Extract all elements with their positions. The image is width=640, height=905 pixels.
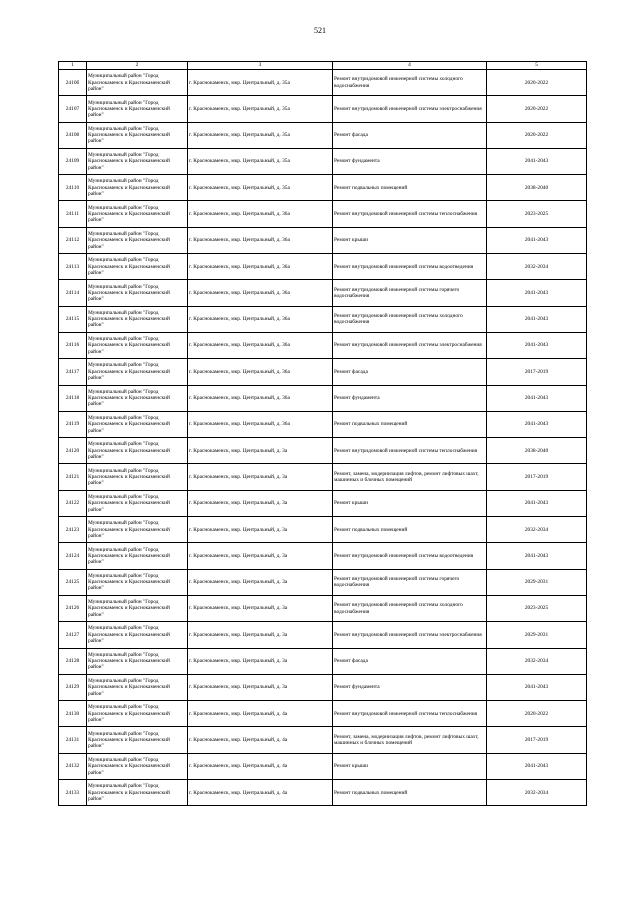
address-cell: г. Краснокаменск, мкр. Центральный, д. 35а (188, 148, 333, 174)
period-cell: 2032-2034 (487, 517, 587, 543)
municipality-cell: Муниципальный район "Город Краснокаменск и Краснокаменский район" (87, 411, 188, 437)
work-type-cell: Ремонт внутридомовой инженерной системы горячего водоснабжения (333, 569, 487, 595)
work-type-cell: Ремонт внутридомовой инженерной системы электроснабжения (333, 332, 487, 358)
work-type-cell: Ремонт фундамента (333, 148, 487, 174)
table-row (59, 595, 587, 621)
address-cell: г. Краснокаменск, мкр. Центральный, д. 36а (188, 306, 333, 332)
address-cell: г. Краснокаменск, мкр. Центральный, д. 3а (188, 517, 333, 543)
municipality-cell: Муниципальный район "Город Краснокаменск и Краснокаменский район" (87, 148, 188, 174)
work-type-cell: Ремонт внутридомовой инженерной системы электроснабжения (333, 622, 487, 648)
repair-schedule-table (58, 61, 587, 806)
municipality-cell: Муниципальный район "Город Краснокаменск и Краснокаменский район" (87, 595, 188, 621)
row-number-cell: 2410б (59, 70, 87, 96)
address-cell: г. Краснокаменск, мкр. Центральный, д. 4а (188, 753, 333, 779)
municipality-cell: Муниципальный район "Город Краснокаменск и Краснокаменский район" (87, 201, 188, 227)
address-cell: г. Краснокаменск, мкр. Центральный, д. 35а (188, 70, 333, 96)
row-number-cell: 24129 (59, 674, 87, 700)
municipality-cell: Муниципальный район "Город Краснокаменск и Краснокаменский район" (87, 254, 188, 280)
municipality-cell: Муниципальный район "Город Краснокаменск и Краснокаменский район" (87, 306, 188, 332)
address-cell: г. Краснокаменск, мкр. Центральный, д. 36а (188, 385, 333, 411)
work-type-cell: Ремонт фундамента (333, 385, 487, 411)
address-cell: г. Краснокаменск, мкр. Центральный, д. 4а (188, 701, 333, 727)
period-cell: 2029-2031 (487, 622, 587, 648)
municipality-cell: Муниципальный район "Город Краснокаменск и Краснокаменский район" (87, 753, 188, 779)
period-cell: 2032-2034 (487, 648, 587, 674)
address-cell: г. Краснокаменск, мкр. Центральный, д. 36а (188, 254, 333, 280)
work-type-cell: Ремонт фасада (333, 648, 487, 674)
work-type-cell: Ремонт внутридомовой инженерной системы теплоснабжения (333, 701, 487, 727)
address-cell: г. Краснокаменск, мкр. Центральный, д. 36а (188, 227, 333, 253)
table-row (59, 569, 587, 595)
table-row (59, 727, 587, 753)
period-cell: 2041-2043 (487, 227, 587, 253)
row-number-cell: 24110 (59, 175, 87, 201)
address-cell: г. Краснокаменск, мкр. Центральный, д. 3а (188, 622, 333, 648)
municipality-cell: Муниципальный район "Город Краснокаменск и Краснокаменский район" (87, 385, 188, 411)
period-cell: 2041-2043 (487, 543, 587, 569)
row-number-cell: 24121 (59, 464, 87, 490)
column-header: 2 (87, 62, 188, 70)
table-row (59, 753, 587, 779)
row-number-cell: 24117 (59, 359, 87, 385)
column-header: 1 (59, 62, 87, 70)
table-row (59, 359, 587, 385)
municipality-cell: Муниципальный район "Город Краснокаменск и Краснокаменский район" (87, 648, 188, 674)
row-number-cell: 24128 (59, 648, 87, 674)
address-cell: г. Краснокаменск, мкр. Центральный, д. 36а (188, 280, 333, 306)
row-number-cell: 24120 (59, 438, 87, 464)
period-cell: 2038-2040 (487, 438, 587, 464)
row-number-cell: 24118 (59, 385, 87, 411)
table-row (59, 517, 587, 543)
table-row (59, 648, 587, 674)
row-number-cell: 24111 (59, 201, 87, 227)
period-cell: 2041-2043 (487, 490, 587, 516)
table-row (59, 227, 587, 253)
row-number-cell: 24130 (59, 701, 87, 727)
address-cell: г. Краснокаменск, мкр. Центральный, д. 36а (188, 201, 333, 227)
work-type-cell: Ремонт внутридомовой инженерной системы горячего водоснабжения (333, 280, 487, 306)
address-cell: г. Краснокаменск, мкр. Центральный, д. 3а (188, 543, 333, 569)
municipality-cell: Муниципальный район "Город Краснокаменск и Краснокаменский район" (87, 122, 188, 148)
table-row (59, 122, 587, 148)
row-number-cell: 24114 (59, 280, 87, 306)
address-cell: г. Краснокаменск, мкр. Центральный, д. 35а (188, 96, 333, 122)
table-row (59, 780, 587, 806)
table-row (59, 490, 587, 516)
municipality-cell: Муниципальный район "Город Краснокаменск и Краснокаменский район" (87, 569, 188, 595)
work-type-cell: Ремонт крыши (333, 227, 487, 253)
table-row (59, 332, 587, 358)
address-cell: г. Краснокаменск, мкр. Центральный, д. 3а (188, 569, 333, 595)
column-header: 5 (487, 62, 587, 70)
period-cell: 2041-2043 (487, 332, 587, 358)
table-row (59, 622, 587, 648)
work-type-cell: Ремонт внутридомовой инженерной системы водоотведения (333, 543, 487, 569)
row-number-cell: 24122 (59, 490, 87, 516)
period-cell: 2017-2019 (487, 727, 587, 753)
table-row (59, 148, 587, 174)
address-cell: г. Краснокаменск, мкр. Центральный, д. 35а (188, 175, 333, 201)
address-cell: г. Краснокаменск, мкр. Центральный, д. 3а (188, 674, 333, 700)
municipality-cell: Муниципальный район "Город Краснокаменск и Краснокаменский район" (87, 175, 188, 201)
row-number-cell: 24108 (59, 122, 87, 148)
row-number-cell: 24116 (59, 332, 87, 358)
table-row (59, 201, 587, 227)
table-row (59, 464, 587, 490)
municipality-cell: Муниципальный район "Город Краснокаменск и Краснокаменский район" (87, 674, 188, 700)
period-cell: 2041-2043 (487, 753, 587, 779)
table-row (59, 411, 587, 437)
work-type-cell: Ремонт фасада (333, 359, 487, 385)
address-cell: г. Краснокаменск, мкр. Центральный, д. 4а (188, 780, 333, 806)
municipality-cell: Муниципальный район "Город Краснокаменск и Краснокаменский район" (87, 70, 188, 96)
municipality-cell: Муниципальный район "Город Краснокаменск и Краснокаменский район" (87, 517, 188, 543)
table-row (59, 306, 587, 332)
row-number-cell: 24132 (59, 753, 87, 779)
table-row (59, 254, 587, 280)
row-number-cell: 24124 (59, 543, 87, 569)
address-cell: г. Краснокаменск, мкр. Центральный, д. 36а (188, 359, 333, 385)
period-cell: 2017-2019 (487, 359, 587, 385)
municipality-cell: Муниципальный район "Город Краснокаменск и Краснокаменский район" (87, 543, 188, 569)
period-cell: 2041-2043 (487, 306, 587, 332)
municipality-cell: Муниципальный район "Город Краснокаменск и Краснокаменский район" (87, 701, 188, 727)
period-cell: 2023-2025 (487, 595, 587, 621)
address-cell: г. Краснокаменск, мкр. Центральный, д. 36а (188, 332, 333, 358)
table-row (59, 96, 587, 122)
table-row (59, 280, 587, 306)
address-cell: г. Краснокаменск, мкр. Центральный, д. 36а (188, 411, 333, 437)
period-cell: 2029-2031 (487, 569, 587, 595)
work-type-cell: Ремонт внутридомовой инженерной системы холодного водоснабжения (333, 70, 487, 96)
row-number-cell: 24126 (59, 595, 87, 621)
work-type-cell: Ремонт, замена, модернизация лифтов, ремонт лифтовых шахт, машинных и блочных помещений (333, 727, 487, 753)
municipality-cell: Муниципальный район "Город Краснокаменск и Краснокаменский район" (87, 490, 188, 516)
period-cell: 2020-2022 (487, 96, 587, 122)
period-cell: 2041-2043 (487, 385, 587, 411)
table-row (59, 385, 587, 411)
work-type-cell: Ремонт внутридомовой инженерной системы теплоснабжения (333, 201, 487, 227)
table-row (59, 674, 587, 700)
work-type-cell: Ремонт подвальных помещений (333, 175, 487, 201)
address-cell: г. Краснокаменск, мкр. Центральный, д. 3а (188, 438, 333, 464)
period-cell: 2038-2040 (487, 175, 587, 201)
period-cell: 2023-2025 (487, 201, 587, 227)
municipality-cell: Муниципальный район "Город Краснокаменск и Краснокаменский район" (87, 332, 188, 358)
municipality-cell: Муниципальный район "Город Краснокаменск и Краснокаменский район" (87, 280, 188, 306)
row-number-cell: 24123 (59, 517, 87, 543)
address-cell: г. Краснокаменск, мкр. Центральный, д. 3а (188, 595, 333, 621)
municipality-cell: Муниципальный район "Город Краснокаменск и Краснокаменский район" (87, 438, 188, 464)
address-cell: г. Краснокаменск, мкр. Центральный, д. 3а (188, 490, 333, 516)
work-type-cell: Ремонт внутридомовой инженерной системы холодного водоснабжения (333, 595, 487, 621)
municipality-cell: Муниципальный район "Город Краснокаменск и Краснокаменский район" (87, 464, 188, 490)
period-cell: 2032-2034 (487, 254, 587, 280)
address-cell: г. Краснокаменск, мкр. Центральный, д. 35а (188, 122, 333, 148)
row-number-cell: 24112 (59, 227, 87, 253)
column-header: 3 (188, 62, 333, 70)
period-cell: 2041-2043 (487, 411, 587, 437)
address-cell: г. Краснокаменск, мкр. Центральный, д. 4а (188, 727, 333, 753)
work-type-cell: Ремонт подвальных помещений (333, 517, 487, 543)
work-type-cell: Ремонт крыши (333, 490, 487, 516)
table-row (59, 70, 587, 96)
table-row (59, 543, 587, 569)
address-cell: г. Краснокаменск, мкр. Центральный, д. 3а (188, 464, 333, 490)
table-row (59, 438, 587, 464)
work-type-cell: Ремонт, замена, модернизация лифтов, ремонт лифтовых шахт, машинных и блочных помещений (333, 464, 487, 490)
work-type-cell: Ремонт подвальных помещений (333, 411, 487, 437)
row-number-cell: 24115 (59, 306, 87, 332)
period-cell: 2041-2043 (487, 148, 587, 174)
period-cell: 2032-2034 (487, 780, 587, 806)
table-row (59, 701, 587, 727)
work-type-cell: Ремонт фасада (333, 122, 487, 148)
row-number-cell: 24107 (59, 96, 87, 122)
address-cell: г. Краснокаменск, мкр. Центральный, д. 3а (188, 648, 333, 674)
row-number-cell: 24133 (59, 780, 87, 806)
municipality-cell: Муниципальный район "Город Краснокаменск и Краснокаменский район" (87, 359, 188, 385)
period-cell: 2020-2022 (487, 701, 587, 727)
table-header-row (59, 62, 587, 70)
municipality-cell: Муниципальный район "Город Краснокаменск и Краснокаменский район" (87, 780, 188, 806)
work-type-cell: Ремонт крыши (333, 753, 487, 779)
municipality-cell: Муниципальный район "Город Краснокаменск и Краснокаменский район" (87, 622, 188, 648)
period-cell: 2020-2022 (487, 70, 587, 96)
row-number-cell: 24113 (59, 254, 87, 280)
work-type-cell: Ремонт внутридомовой инженерной системы холодного водоснабжения (333, 306, 487, 332)
municipality-cell: Муниципальный район "Город Краснокаменск и Краснокаменский район" (87, 96, 188, 122)
work-type-cell: Ремонт подвальных помещений (333, 780, 487, 806)
row-number-cell: 24119 (59, 411, 87, 437)
row-number-cell: 24109 (59, 148, 87, 174)
work-type-cell: Ремонт внутридомовой инженерной системы теплоснабжения (333, 438, 487, 464)
work-type-cell: Ремонт внутридомовой инженерной системы водоотведения (333, 254, 487, 280)
municipality-cell: Муниципальный район "Город Краснокаменск и Краснокаменский район" (87, 727, 188, 753)
work-type-cell: Ремонт внутридомовой инженерной системы электроснабжения (333, 96, 487, 122)
municipality-cell: Муниципальный район "Город Краснокаменск и Краснокаменский район" (87, 227, 188, 253)
period-cell: 2041-2043 (487, 674, 587, 700)
work-type-cell: Ремонт фундамента (333, 674, 487, 700)
table-row (59, 175, 587, 201)
page-number: 521 (314, 26, 326, 35)
row-number-cell: 24131 (59, 727, 87, 753)
period-cell: 2041-2043 (487, 280, 587, 306)
period-cell: 2017-2019 (487, 464, 587, 490)
row-number-cell: 24127 (59, 622, 87, 648)
period-cell: 2020-2022 (487, 122, 587, 148)
row-number-cell: 24125 (59, 569, 87, 595)
column-header: 4 (333, 62, 487, 70)
